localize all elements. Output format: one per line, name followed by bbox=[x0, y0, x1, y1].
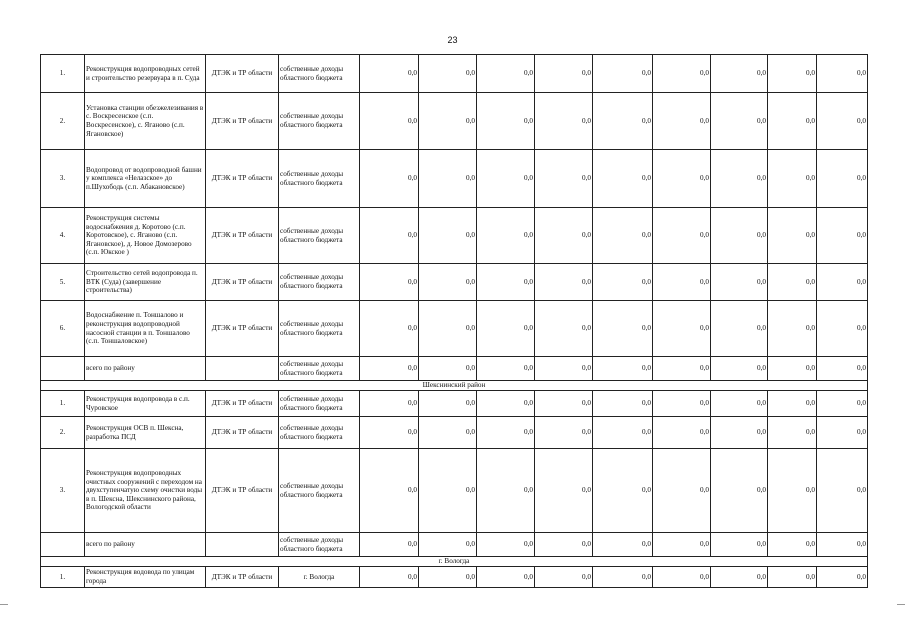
project-name: всего по району bbox=[85, 533, 206, 557]
amount-cell: 0,0 bbox=[653, 391, 711, 417]
amount-cell: 0,0 bbox=[360, 208, 419, 264]
amount-cell: 0,0 bbox=[593, 264, 653, 301]
amount-cell: 0,0 bbox=[360, 301, 419, 357]
amount-cell: 0,0 bbox=[768, 417, 817, 449]
amount-cell: 0,0 bbox=[817, 357, 868, 381]
section-header-row bbox=[41, 381, 868, 391]
row-number: 2. bbox=[41, 417, 85, 449]
amount-cell: 0,0 bbox=[768, 55, 817, 93]
executor: ДТЭК и ТР области bbox=[206, 417, 279, 449]
amount-cell: 0,0 bbox=[593, 55, 653, 93]
amount-cell: 0,0 bbox=[768, 533, 817, 557]
table-row bbox=[41, 417, 868, 449]
amount-cell: 0,0 bbox=[817, 533, 868, 557]
amount-cell: 0,0 bbox=[817, 208, 868, 264]
project-name: Реконструкция водовода по улицам города bbox=[85, 567, 206, 588]
amount-cell: 0,0 bbox=[477, 357, 535, 381]
funding-source: собственные доходы областного бюджета bbox=[279, 449, 360, 533]
amount-cell: 0,0 bbox=[711, 567, 768, 588]
amount-cell: 0,0 bbox=[535, 208, 593, 264]
amount-cell: 0,0 bbox=[360, 55, 419, 93]
project-name: Реконструкция ОСВ п. Шексна, разработка ПСД bbox=[85, 417, 206, 449]
row-number: 5. bbox=[41, 264, 85, 301]
project-name: всего по району bbox=[85, 357, 206, 381]
project-name: Реконструкция водопровода в с.п. Чуровское bbox=[85, 391, 206, 417]
amount-cell: 0,0 bbox=[653, 55, 711, 93]
table-row bbox=[41, 208, 868, 264]
executor: ДТЭК и ТР области bbox=[206, 391, 279, 417]
amount-cell: 0,0 bbox=[593, 449, 653, 533]
amount-cell: 0,0 bbox=[711, 417, 768, 449]
amount-cell: 0,0 bbox=[817, 567, 868, 588]
amount-cell: 0,0 bbox=[817, 391, 868, 417]
amount-cell: 0,0 bbox=[711, 449, 768, 533]
amount-cell: 0,0 bbox=[535, 417, 593, 449]
amount-cell: 0,0 bbox=[768, 391, 817, 417]
amount-cell: 0,0 bbox=[711, 533, 768, 557]
amount-cell: 0,0 bbox=[360, 391, 419, 417]
amount-cell: 0,0 bbox=[477, 533, 535, 557]
amount-cell: 0,0 bbox=[360, 357, 419, 381]
amount-cell: 0,0 bbox=[653, 357, 711, 381]
amount-cell: 0,0 bbox=[768, 449, 817, 533]
amount-cell: 0,0 bbox=[768, 93, 817, 150]
project-name: Реконструкция системы водоснабжения д. Коротово (с.п. Коротовское), с. Яганово (с.п. Ягановское), д. Новое Домозерово (с.п. Юкское ) bbox=[85, 208, 206, 264]
amount-cell: 0,0 bbox=[653, 264, 711, 301]
executor: ДТЭК и ТР области bbox=[206, 567, 279, 588]
amount-cell: 0,0 bbox=[535, 301, 593, 357]
amount-cell: 0,0 bbox=[360, 449, 419, 533]
page-number: 23 bbox=[447, 35, 458, 45]
amount-cell: 0,0 bbox=[817, 55, 868, 93]
project-name: Строительство сетей водопровода п. ВТК (Суда) (завершение строительства) bbox=[85, 264, 206, 301]
project-name: Водоснабжение п. Тоншалово и реконструкция водопроводной насосной станции в п. Тоншалово (с.п. Тоншаловское) bbox=[85, 301, 206, 357]
amount-cell: 0,0 bbox=[653, 449, 711, 533]
executor: ДТЭК и ТР области bbox=[206, 208, 279, 264]
amount-cell: 0,0 bbox=[593, 208, 653, 264]
amount-cell: 0,0 bbox=[360, 264, 419, 301]
amount-cell: 0,0 bbox=[477, 208, 535, 264]
amount-cell: 0,0 bbox=[593, 301, 653, 357]
table-row bbox=[41, 567, 868, 588]
amount-cell: 0,0 bbox=[593, 150, 653, 208]
amount-cell: 0,0 bbox=[477, 449, 535, 533]
amount-cell: 0,0 bbox=[419, 301, 477, 357]
amount-cell: 0,0 bbox=[419, 150, 477, 208]
project-name: Водопровод от водопроводной башни у комплекса «Нелазское» до п.Шухободь (с.п. Абакановское) bbox=[85, 150, 206, 208]
funding-source: собственные доходы областного бюджета bbox=[279, 533, 360, 557]
row-number: 1. bbox=[41, 391, 85, 417]
amount-cell: 0,0 bbox=[593, 391, 653, 417]
amount-cell: 0,0 bbox=[477, 391, 535, 417]
amount-cell: 0,0 bbox=[535, 533, 593, 557]
amount-cell: 0,0 bbox=[535, 357, 593, 381]
table-row bbox=[41, 301, 868, 357]
amount-cell: 0,0 bbox=[360, 93, 419, 150]
row-number: 6. bbox=[41, 301, 85, 357]
amount-cell: 0,0 bbox=[653, 208, 711, 264]
row-number: 3. bbox=[41, 150, 85, 208]
project-name: Реконструкция водопроводных очистных сооружений с переходом на двухступенчатую схему очистки воды в п. Шексна, Шекснинского района, Вологодской области bbox=[85, 449, 206, 533]
executor: ДТЭК и ТР области bbox=[206, 264, 279, 301]
amount-cell: 0,0 bbox=[360, 150, 419, 208]
amount-cell: 0,0 bbox=[711, 55, 768, 93]
amount-cell: 0,0 bbox=[653, 567, 711, 588]
row-number bbox=[41, 357, 85, 381]
amount-cell: 0,0 bbox=[477, 567, 535, 588]
table-row bbox=[41, 449, 868, 533]
amount-cell: 0,0 bbox=[653, 93, 711, 150]
amount-cell: 0,0 bbox=[419, 208, 477, 264]
amount-cell: 0,0 bbox=[711, 208, 768, 264]
amount-cell: 0,0 bbox=[593, 533, 653, 557]
amount-cell: 0,0 bbox=[711, 264, 768, 301]
executor bbox=[206, 533, 279, 557]
amount-cell: 0,0 bbox=[360, 533, 419, 557]
amount-cell: 0,0 bbox=[477, 301, 535, 357]
crop-mark-left bbox=[0, 604, 8, 605]
amount-cell: 0,0 bbox=[477, 93, 535, 150]
amount-cell: 0,0 bbox=[768, 301, 817, 357]
executor: ДТЭК и ТР области bbox=[206, 93, 279, 150]
project-name: Реконструкция водопроводных сетей и строительство резервуара в п. Суда bbox=[85, 55, 206, 93]
amount-cell: 0,0 bbox=[419, 357, 477, 381]
funding-source: собственные доходы областного бюджета bbox=[279, 208, 360, 264]
amount-cell: 0,0 bbox=[360, 567, 419, 588]
table-row bbox=[41, 150, 868, 208]
funding-source: собственные доходы областного бюджета bbox=[279, 417, 360, 449]
funding-source: г. Вологда bbox=[279, 567, 360, 588]
section-title: Шекснинский район bbox=[41, 381, 868, 391]
district-total-row bbox=[41, 357, 868, 381]
executor: ДТЭК и ТР области bbox=[206, 301, 279, 357]
amount-cell: 0,0 bbox=[653, 301, 711, 357]
amount-cell: 0,0 bbox=[419, 533, 477, 557]
row-number: 1. bbox=[41, 55, 85, 93]
amount-cell: 0,0 bbox=[419, 567, 477, 588]
table-row bbox=[41, 264, 868, 301]
amount-cell: 0,0 bbox=[419, 417, 477, 449]
amount-cell: 0,0 bbox=[593, 357, 653, 381]
amount-cell: 0,0 bbox=[593, 93, 653, 150]
executor: ДТЭК и ТР области bbox=[206, 150, 279, 208]
investment-table bbox=[40, 54, 868, 588]
amount-cell: 0,0 bbox=[817, 93, 868, 150]
amount-cell: 0,0 bbox=[477, 55, 535, 93]
amount-cell: 0,0 bbox=[817, 264, 868, 301]
amount-cell: 0,0 bbox=[817, 449, 868, 533]
amount-cell: 0,0 bbox=[817, 301, 868, 357]
funding-source: собственные доходы областного бюджета bbox=[279, 357, 360, 381]
amount-cell: 0,0 bbox=[535, 150, 593, 208]
amount-cell: 0,0 bbox=[768, 357, 817, 381]
funding-source: собственные доходы областного бюджета bbox=[279, 55, 360, 93]
amount-cell: 0,0 bbox=[535, 391, 593, 417]
amount-cell: 0,0 bbox=[419, 55, 477, 93]
funding-source: собственные доходы областного бюджета bbox=[279, 391, 360, 417]
amount-cell: 0,0 bbox=[593, 567, 653, 588]
amount-cell: 0,0 bbox=[817, 417, 868, 449]
table-row bbox=[41, 55, 868, 93]
funding-source: собственные доходы областного бюджета bbox=[279, 301, 360, 357]
executor: ДТЭК и ТР области bbox=[206, 449, 279, 533]
amount-cell: 0,0 bbox=[477, 417, 535, 449]
amount-cell: 0,0 bbox=[593, 417, 653, 449]
funding-source: собственные доходы областного бюджета bbox=[279, 150, 360, 208]
amount-cell: 0,0 bbox=[653, 533, 711, 557]
amount-cell: 0,0 bbox=[653, 417, 711, 449]
funding-source: собственные доходы областного бюджета bbox=[279, 93, 360, 150]
amount-cell: 0,0 bbox=[419, 449, 477, 533]
amount-cell: 0,0 bbox=[711, 93, 768, 150]
row-number: 4. bbox=[41, 208, 85, 264]
row-number: 3. bbox=[41, 449, 85, 533]
amount-cell: 0,0 bbox=[535, 93, 593, 150]
row-number bbox=[41, 533, 85, 557]
table-row bbox=[41, 93, 868, 150]
amount-cell: 0,0 bbox=[711, 391, 768, 417]
amount-cell: 0,0 bbox=[477, 150, 535, 208]
amount-cell: 0,0 bbox=[768, 567, 817, 588]
project-name: Установка станции обезжелезивания в с. Воскресенское (с.п. Воскресенское), с. Яганово (с.п. Ягановское) bbox=[85, 93, 206, 150]
amount-cell: 0,0 bbox=[768, 150, 817, 208]
row-number: 2. bbox=[41, 93, 85, 150]
amount-cell: 0,0 bbox=[711, 357, 768, 381]
executor: ДТЭК и ТР области bbox=[206, 55, 279, 93]
amount-cell: 0,0 bbox=[711, 301, 768, 357]
amount-cell: 0,0 bbox=[711, 150, 768, 208]
amount-cell: 0,0 bbox=[535, 55, 593, 93]
executor bbox=[206, 357, 279, 381]
amount-cell: 0,0 bbox=[817, 150, 868, 208]
district-total-row bbox=[41, 533, 868, 557]
amount-cell: 0,0 bbox=[653, 150, 711, 208]
amount-cell: 0,0 bbox=[535, 449, 593, 533]
amount-cell: 0,0 bbox=[535, 567, 593, 588]
amount-cell: 0,0 bbox=[360, 417, 419, 449]
amount-cell: 0,0 bbox=[535, 264, 593, 301]
amount-cell: 0,0 bbox=[419, 391, 477, 417]
funding-source: собственные доходы областного бюджета bbox=[279, 264, 360, 301]
table-row bbox=[41, 391, 868, 417]
amount-cell: 0,0 bbox=[419, 93, 477, 150]
amount-cell: 0,0 bbox=[768, 264, 817, 301]
amount-cell: 0,0 bbox=[419, 264, 477, 301]
amount-cell: 0,0 bbox=[477, 264, 535, 301]
section-header-row bbox=[41, 557, 868, 567]
section-title: г. Вологда bbox=[41, 557, 868, 567]
row-number: 1. bbox=[41, 567, 85, 588]
amount-cell: 0,0 bbox=[768, 208, 817, 264]
crop-mark-right bbox=[897, 604, 905, 605]
